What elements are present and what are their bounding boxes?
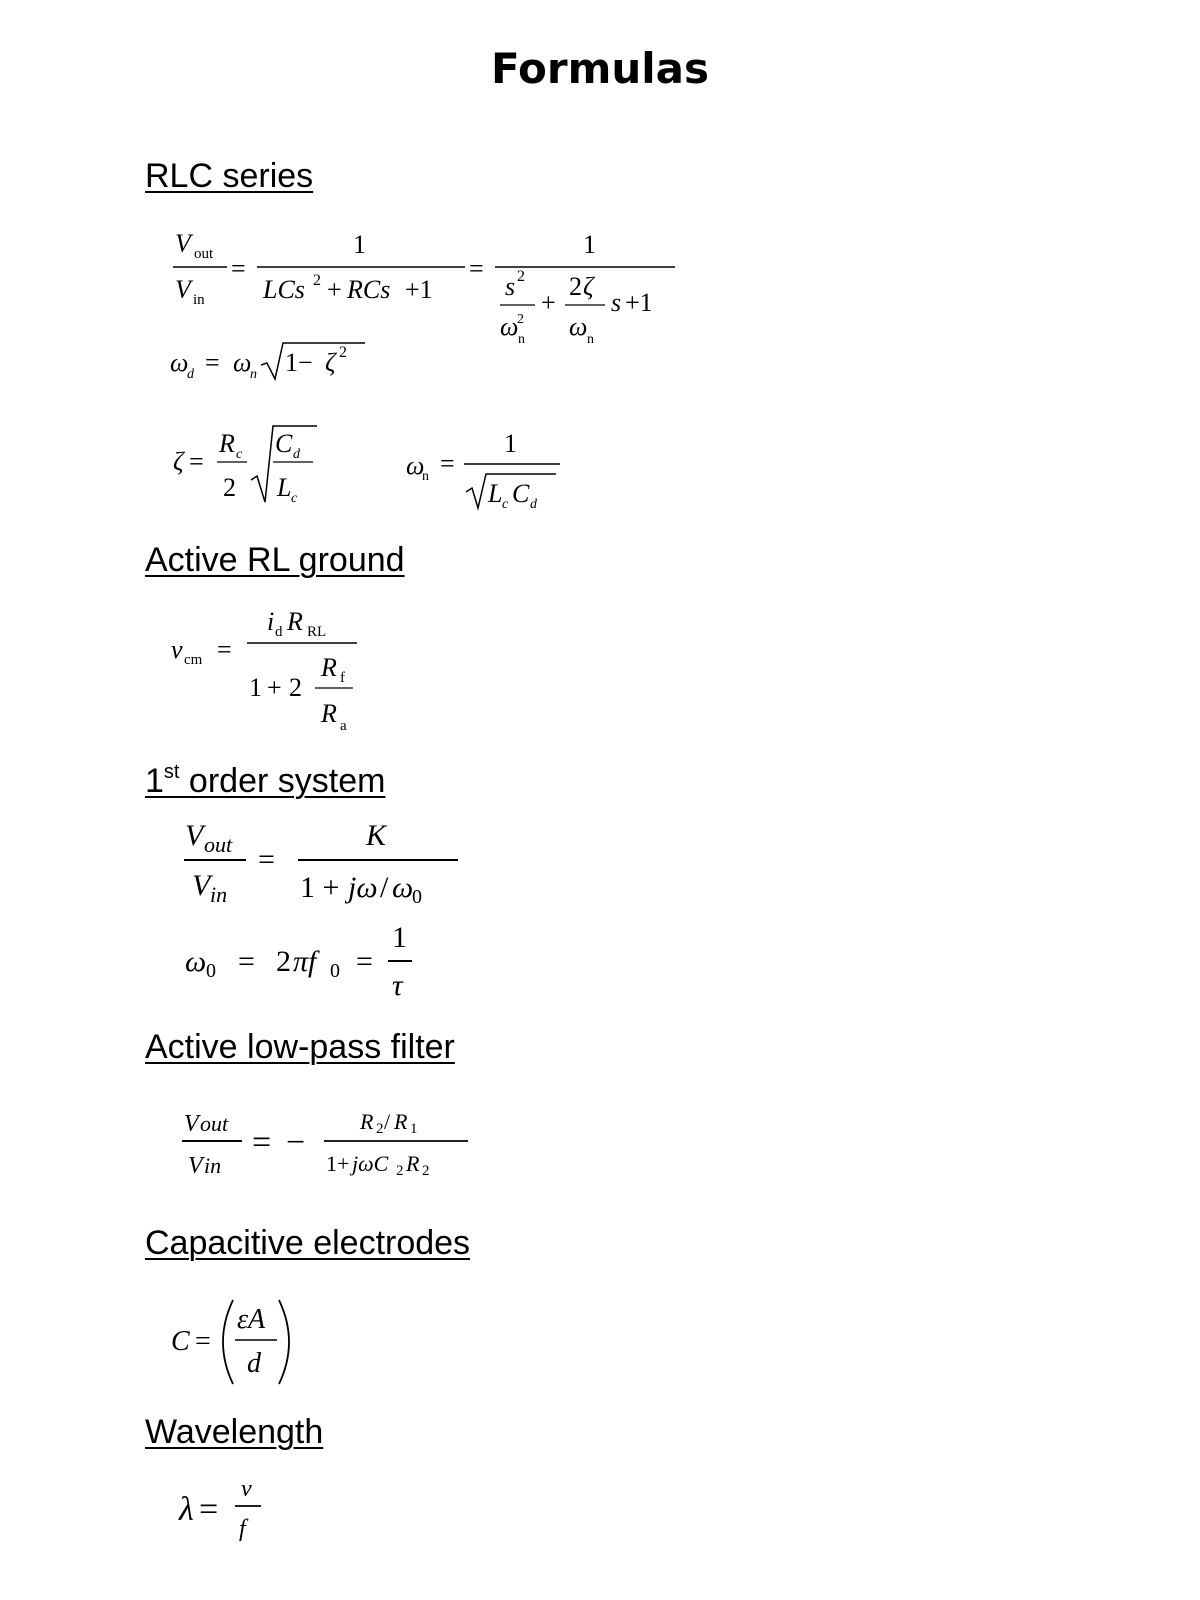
svg-text:jω: jω	[348, 871, 378, 904]
svg-text:C: C	[512, 479, 530, 508]
svg-text:V: V	[185, 819, 204, 852]
svg-text:=: =	[199, 1491, 219, 1528]
svg-text:V: V	[188, 1153, 203, 1179]
svg-text:RCs: RCs	[347, 275, 391, 304]
formula-first-order-transfer	[180, 815, 490, 915]
svg-text:in: in	[204, 1153, 222, 1178]
svg-text:1 +: 1 +	[300, 871, 340, 904]
svg-text:ω: ω	[170, 348, 189, 377]
svg-text:ω: ω	[406, 451, 425, 480]
svg-text:1: 1	[504, 429, 517, 458]
svg-text:K: K	[366, 819, 387, 852]
svg-text:εA: εA	[237, 1304, 266, 1335]
svg-text:c: c	[236, 447, 243, 462]
svg-text:C: C	[275, 429, 293, 458]
svg-text:/: /	[384, 1109, 391, 1134]
svg-text:d: d	[275, 624, 283, 640]
svg-text:R: R	[287, 607, 303, 636]
formula-natural-frequency	[400, 420, 580, 520]
svg-text:v: v	[171, 635, 183, 664]
svg-text:+: +	[327, 275, 342, 304]
svg-text:1: 1	[353, 230, 366, 259]
svg-text:πf: πf	[293, 945, 317, 978]
svg-text:+1: +1	[405, 275, 433, 304]
svg-text:in: in	[210, 882, 228, 907]
svg-text:2: 2	[223, 473, 236, 502]
svg-text:=: =	[231, 254, 246, 283]
svg-text:RL: RL	[307, 624, 327, 640]
svg-text:2: 2	[517, 312, 524, 327]
svg-text:ζ: ζ	[173, 447, 184, 476]
formula-common-mode-voltage	[165, 600, 385, 760]
svg-text:+1: +1	[625, 288, 653, 317]
svg-text:R: R	[321, 653, 337, 682]
svg-text:=: =	[189, 447, 204, 476]
svg-text:jωC: jωC	[352, 1151, 389, 1176]
svg-text:2: 2	[313, 272, 321, 289]
svg-text:ζ: ζ	[325, 348, 336, 377]
svg-text:i: i	[267, 607, 275, 636]
page-title: Formulas	[491, 44, 709, 93]
formula-damped-frequency	[165, 335, 385, 390]
svg-text:cm: cm	[184, 652, 203, 668]
formula-low-pass-transfer	[180, 1095, 490, 1195]
svg-text:ω: ω	[569, 312, 588, 341]
heading-capacitive-electrodes: Capacitive electrodes	[145, 1224, 471, 1262]
heading-first-order-system: 1st order system	[145, 761, 386, 800]
heading-wavelength: Wavelength	[145, 1413, 324, 1451]
svg-text:R: R	[321, 699, 337, 728]
svg-text:V: V	[192, 869, 211, 902]
svg-text:C: C	[171, 1326, 190, 1357]
svg-text:=: =	[252, 1124, 272, 1161]
svg-text:1: 1	[249, 673, 262, 702]
svg-text:1: 1	[392, 921, 407, 954]
svg-text:=: =	[217, 635, 232, 664]
svg-text:ζ: ζ	[583, 272, 594, 301]
svg-text:ω: ω	[233, 348, 252, 377]
svg-text:d: d	[187, 367, 194, 382]
svg-text:τ: τ	[392, 969, 403, 1002]
svg-text:2: 2	[339, 344, 347, 361]
svg-text:0: 0	[330, 960, 340, 982]
svg-text:1: 1	[410, 1121, 418, 1137]
svg-text:=: =	[440, 449, 455, 478]
svg-text:d: d	[293, 447, 300, 462]
svg-text:+: +	[267, 673, 282, 702]
svg-text:ω: ω	[500, 312, 519, 341]
svg-text:2: 2	[376, 1121, 384, 1137]
svg-text:s: s	[505, 272, 516, 301]
svg-text:n: n	[518, 332, 525, 347]
heading-active-low-pass-filter: Active low-pass filter	[145, 1028, 455, 1066]
svg-text:out: out	[204, 832, 233, 857]
svg-text:f: f	[239, 1516, 246, 1542]
svg-text:=: =	[469, 254, 484, 283]
svg-text:2: 2	[396, 1163, 404, 1179]
svg-text:0: 0	[412, 886, 422, 908]
svg-text:2: 2	[422, 1163, 430, 1179]
svg-text:v: v	[241, 1476, 252, 1502]
svg-text:n: n	[587, 332, 594, 347]
svg-text:d: d	[247, 1348, 261, 1379]
svg-text:2: 2	[289, 673, 302, 702]
svg-text:2: 2	[569, 272, 582, 301]
svg-text:ω: ω	[185, 945, 207, 978]
svg-text:LCs: LCs	[263, 275, 305, 304]
svg-text:n: n	[250, 367, 257, 382]
svg-text:R: R	[219, 429, 235, 458]
svg-text:out: out	[194, 246, 214, 262]
svg-text:R: R	[394, 1109, 408, 1134]
svg-text:+: +	[541, 288, 556, 317]
svg-text:L: L	[277, 473, 292, 502]
svg-text:d: d	[530, 497, 537, 512]
svg-text:R: R	[406, 1151, 420, 1176]
svg-text:s: s	[611, 288, 622, 317]
svg-text:c: c	[502, 497, 509, 512]
svg-text:=: =	[205, 348, 220, 377]
svg-text:ω: ω	[392, 871, 414, 904]
svg-text:=: =	[195, 1326, 211, 1357]
svg-text:−: −	[286, 1124, 306, 1161]
formula-cutoff-frequency	[180, 915, 430, 1005]
svg-text:V: V	[175, 275, 191, 304]
svg-text:f: f	[340, 670, 345, 686]
heading-rlc-series: RLC series	[145, 157, 314, 195]
formula-damping-ratio	[165, 420, 335, 520]
svg-text:in: in	[193, 292, 205, 308]
svg-text:1+: 1+	[326, 1151, 350, 1176]
formula-capacitance	[165, 1290, 325, 1400]
svg-text:n: n	[422, 469, 429, 484]
svg-text:1−: 1−	[285, 348, 313, 377]
svg-text:=: =	[238, 945, 255, 978]
svg-text:=: =	[356, 945, 373, 978]
svg-text:R: R	[360, 1109, 374, 1134]
svg-text:V: V	[184, 1111, 199, 1137]
svg-text:2: 2	[517, 268, 525, 285]
svg-text:L: L	[488, 479, 503, 508]
svg-text:λ: λ	[179, 1491, 194, 1528]
formula-wavelength	[175, 1470, 285, 1560]
svg-text:=: =	[258, 843, 275, 876]
svg-text:a: a	[340, 718, 347, 734]
svg-text:/: /	[380, 871, 389, 904]
svg-text:c: c	[291, 491, 298, 506]
heading-active-rl-ground: Active RL ground	[145, 541, 405, 579]
svg-text:1: 1	[583, 230, 596, 259]
svg-text:out: out	[200, 1111, 229, 1136]
svg-text:V: V	[175, 229, 191, 258]
svg-text:2: 2	[276, 945, 291, 978]
svg-text:0: 0	[206, 960, 216, 982]
